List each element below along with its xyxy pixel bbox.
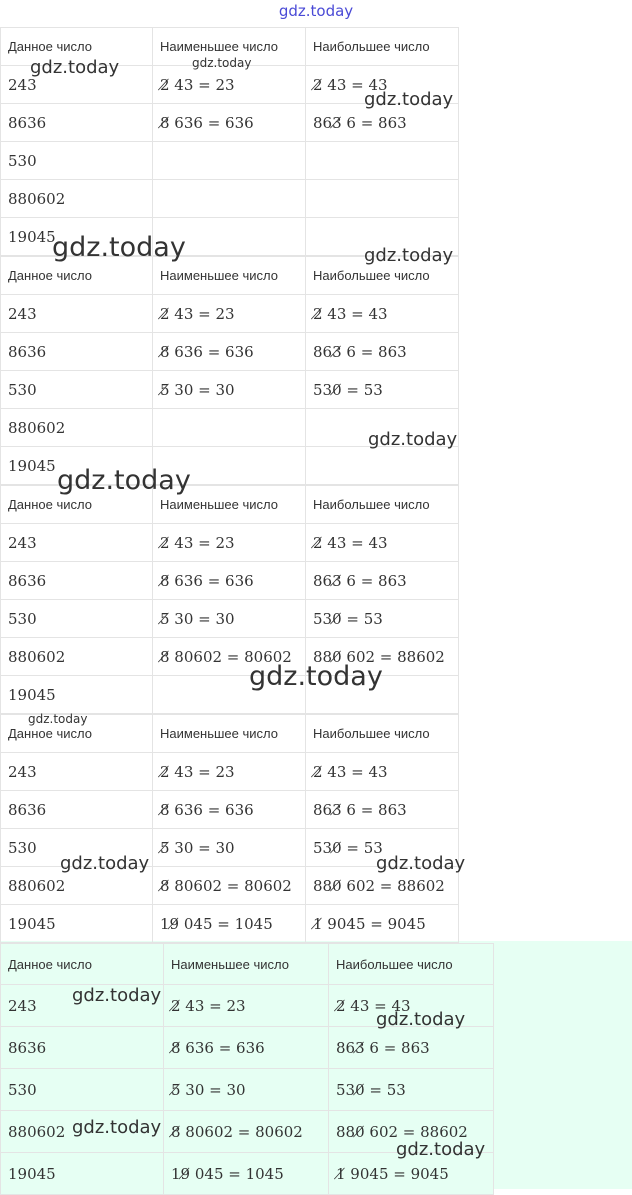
cell-smallest: 5̸ 30 = 30 xyxy=(153,829,306,867)
cell-smallest: 2̸ 43 = 23 xyxy=(164,985,329,1027)
cell-given: 530 xyxy=(1,829,153,867)
watermark-text: gdz.today xyxy=(368,429,458,450)
cell-smallest xyxy=(153,676,306,714)
cell-smallest: 8̸ 636 = 636 xyxy=(153,104,306,142)
cell-largest xyxy=(306,447,459,485)
cell-given: 8636 xyxy=(1,333,153,371)
cell-smallest: 8̸ 80602 = 80602 xyxy=(164,1111,329,1153)
cell-largest: 530̸ = 53 xyxy=(306,829,459,867)
header-given-number: Данное число xyxy=(1,944,164,985)
cell-largest xyxy=(306,180,459,218)
cell-given: 530 xyxy=(1,371,153,409)
cell-largest: 863̸ 6 = 863 xyxy=(306,562,459,600)
header-given-number: Данное число xyxy=(1,715,153,753)
watermark-text: gdz.today xyxy=(376,853,466,874)
cell-smallest xyxy=(153,447,306,485)
watermark-text: gdz.today xyxy=(376,1009,466,1030)
watermark-text: gdz.today xyxy=(57,465,191,496)
cell-largest: 2̸ 43 = 43 xyxy=(306,295,459,333)
watermark-text: gdz.today xyxy=(249,661,383,692)
header-largest-number: Наибольшее число xyxy=(306,28,459,66)
cell-given: 243 xyxy=(1,66,153,104)
cell-given: 19045 xyxy=(1,1153,164,1195)
cell-largest: 2̸ 43 = 43 xyxy=(306,753,459,791)
cell-given: 243 xyxy=(1,985,164,1027)
header-smallest-number: Наименьшее число xyxy=(153,28,306,66)
cell-given: 243 xyxy=(1,524,153,562)
header-watermark: gdz.today xyxy=(278,2,354,20)
cell-given: 8636 xyxy=(1,104,153,142)
header-given-number: Данное число xyxy=(1,486,153,524)
header-largest-number: Наибольшее число xyxy=(306,715,459,753)
cell-smallest: 2̸ 43 = 23 xyxy=(153,753,306,791)
cell-given: 880602 xyxy=(1,409,153,447)
header-smallest-number: Наименьшее число xyxy=(153,715,306,753)
cell-given: 19045 xyxy=(1,447,153,485)
cell-largest: 863̸ 6 = 863 xyxy=(306,791,459,829)
header-given-number: Данное число xyxy=(1,257,153,295)
cell-given: 530 xyxy=(1,1069,164,1111)
cell-smallest: 8̸ 636 = 636 xyxy=(153,791,306,829)
answer-table-step-1 xyxy=(0,27,459,256)
cell-smallest xyxy=(153,142,306,180)
watermark-text: gdz.today xyxy=(364,245,454,266)
cell-largest: 2̸ 43 = 43 xyxy=(306,524,459,562)
cell-smallest: 5̸ 30 = 30 xyxy=(164,1069,329,1111)
header-smallest-number: Наименьшее число xyxy=(153,257,306,295)
header-smallest-number: Наименьшее число xyxy=(153,486,306,524)
header-largest-number: Наибольшее число xyxy=(306,486,459,524)
cell-given: 530 xyxy=(1,142,153,180)
cell-largest xyxy=(306,409,459,447)
answer-table-step-4 xyxy=(0,714,459,943)
cell-largest: 530̸ = 53 xyxy=(329,1069,494,1111)
cell-given: 880602 xyxy=(1,638,153,676)
cell-given: 8636 xyxy=(1,791,153,829)
header-smallest-number: Наименьшее число xyxy=(164,944,329,985)
cell-largest: 863̸ 6 = 863 xyxy=(306,333,459,371)
cell-smallest: 2̸ 43 = 23 xyxy=(153,295,306,333)
cell-given: 880602 xyxy=(1,1111,164,1153)
cell-largest: 2̸ 43 = 43 xyxy=(306,66,459,104)
cell-smallest xyxy=(153,409,306,447)
watermark-text: gdz.today xyxy=(72,985,162,1006)
cell-largest xyxy=(306,142,459,180)
watermark-text: gdz.today xyxy=(364,89,454,110)
cell-given: 19045 xyxy=(1,676,153,714)
cell-smallest: 19̸ 045 = 1045 xyxy=(153,905,306,943)
cell-largest: 1̸ 9045 = 9045 xyxy=(329,1153,494,1195)
cell-smallest: 8̸ 80602 = 80602 xyxy=(153,638,306,676)
cell-given: 880602 xyxy=(1,180,153,218)
cell-largest: 1̸ 9045 = 9045 xyxy=(306,905,459,943)
cell-largest: 530̸ = 53 xyxy=(306,371,459,409)
cell-largest xyxy=(306,218,459,256)
cell-given: 8636 xyxy=(1,1027,164,1069)
cell-smallest: 8̸ 636 = 636 xyxy=(153,562,306,600)
watermark-text: gdz.today xyxy=(60,853,150,874)
cell-largest: 880̸ 602 = 88602 xyxy=(306,867,459,905)
answer-table-step-2 xyxy=(0,256,459,485)
cell-smallest xyxy=(153,218,306,256)
cell-largest: 880̸ 602 = 88602 xyxy=(306,638,459,676)
header-largest-number: Наибольшее число xyxy=(306,257,459,295)
cell-smallest: 8̸ 636 = 636 xyxy=(164,1027,329,1069)
watermark-text: gdz.today xyxy=(52,232,186,263)
cell-largest xyxy=(306,676,459,714)
cell-given: 19045 xyxy=(1,218,153,256)
watermark-text: gdz.today xyxy=(28,712,88,726)
cell-smallest: 5̸ 30 = 30 xyxy=(153,600,306,638)
header-largest-number: Наибольшее число xyxy=(329,944,494,985)
cell-largest: 2̸ 43 = 43 xyxy=(329,985,494,1027)
cell-given: 8636 xyxy=(1,562,153,600)
watermark-text: gdz.today xyxy=(72,1117,162,1138)
cell-given: 19045 xyxy=(1,905,153,943)
cell-smallest: 5̸ 30 = 30 xyxy=(153,371,306,409)
cell-smallest: 8̸ 80602 = 80602 xyxy=(153,867,306,905)
cell-smallest: 2̸ 43 = 23 xyxy=(153,66,306,104)
cell-given: 243 xyxy=(1,753,153,791)
cell-smallest: 8̸ 636 = 636 xyxy=(153,333,306,371)
cell-given: 243 xyxy=(1,295,153,333)
watermark-text: gdz.today xyxy=(396,1139,486,1160)
cell-smallest xyxy=(153,180,306,218)
watermark-text: gdz.today xyxy=(30,57,120,78)
cell-largest: 880̸ 602 = 88602 xyxy=(329,1111,494,1153)
cell-smallest: 2̸ 43 = 23 xyxy=(153,524,306,562)
cell-given: 530 xyxy=(1,600,153,638)
header-given-number: Данное число xyxy=(1,28,153,66)
cell-largest: 863̸ 6 = 863 xyxy=(306,104,459,142)
cell-largest: 530̸ = 53 xyxy=(306,600,459,638)
answer-table-step-3 xyxy=(0,485,459,714)
watermark-text: gdz.today xyxy=(192,56,252,70)
cell-smallest: 19̸ 045 = 1045 xyxy=(164,1153,329,1195)
cell-given: 880602 xyxy=(1,867,153,905)
answer-table-final xyxy=(0,943,494,1195)
cell-largest: 863̸ 6 = 863 xyxy=(329,1027,494,1069)
